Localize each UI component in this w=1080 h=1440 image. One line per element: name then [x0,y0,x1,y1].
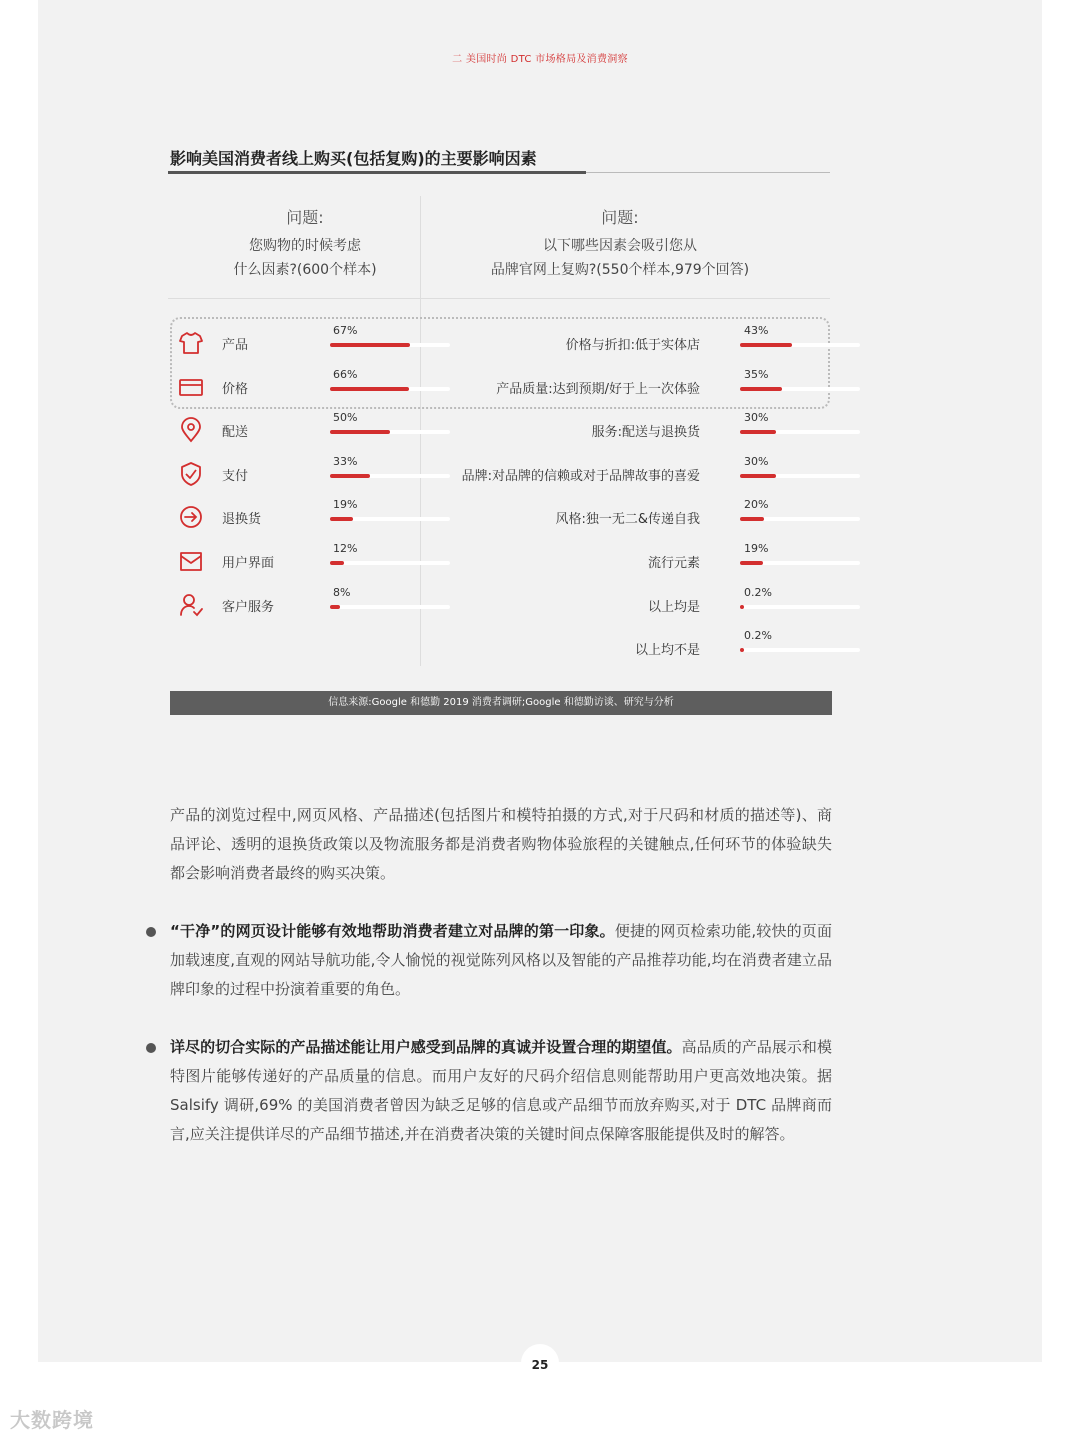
left-bar [330,387,409,391]
left-factor-row [178,449,418,493]
left-factor-value: 12% [333,542,358,555]
page-number: 25 [531,1358,549,1372]
left-factor-value: 19% [333,498,358,512]
right-factor-label: 以上均不是 [634,643,700,659]
right-question [440,206,800,282]
right-factor-value: 19% [744,542,769,555]
bullet-1-lead: “干净”的网页设计能够有效地帮助消费者建立对品牌的第一印象。 [170,922,615,940]
left-factor-row [178,362,418,406]
left-factor-label: 用户界面 [222,556,275,571]
right-factor-value: 43% [744,324,769,337]
left-bar [330,430,390,434]
bullet-paragraph-2 [170,1033,832,1149]
right-factor-row [430,318,830,362]
header-divider [168,298,830,299]
mail-icon [178,548,204,574]
right-bar-track [740,343,860,347]
right-factor-label: 品牌:对品牌的信赖或对于品牌故事的喜爱 [461,468,700,484]
right-factor-value: 0.2% [744,585,772,599]
bullet-paragraph-1 [170,917,832,1004]
source-note: 信息来源:Google 和德勤 2019 消费者调研;Google 和德勤访谈、研究与分析 [170,691,832,715]
left-question-label: 问题: [286,208,324,227]
page-sheet [38,0,1042,1362]
right-factor-row [430,449,830,493]
left-factor-value: 33% [333,454,358,468]
left-factor-label: 产品 [222,338,249,353]
right-factor-value: 30% [744,411,769,425]
card-icon [178,374,204,400]
right-factor-row [430,405,830,449]
left-factor-row [178,405,418,449]
right-factor-label: 以上均是 [647,599,700,615]
right-bar [740,561,763,565]
left-factor-row [178,580,418,624]
left-bar [330,474,370,478]
left-bar [330,561,344,565]
right-factor-label: 价格与折扣:低于实体店 [565,338,700,353]
right-bar-track [740,561,860,565]
right-bar [740,430,776,434]
right-factor-row [430,536,830,580]
left-bar [330,605,340,609]
right-factor-value: 20% [744,498,769,512]
right-factor-row [430,623,830,667]
right-factor-row [430,362,830,406]
chart-title: 影响美国消费者线上购买(包括复购)的主要影响因素 [170,149,537,168]
right-factor-label: 流行元素 [647,556,700,571]
right-question-line2: 品牌官网上复购?(550个样本,979个回答) [490,262,750,278]
bullet-2-lead: 详尽的切合实际的产品描述能让用户感受到品牌的真诚并设置合理的期望值。 [170,1038,682,1056]
right-factor-label: 产品质量:达到预期/好于上一次体验 [496,381,700,397]
watermark-logo: 大数跨境 [10,1408,94,1432]
right-factor-label: 风格:独一无二&传递自我 [555,512,700,528]
location-pin-icon [178,417,204,443]
right-question-line1: 以下哪些因素会吸引您从 [543,238,697,254]
left-factor-label: 支付 [222,468,249,484]
right-bar [740,474,776,478]
right-bar [740,648,744,652]
right-bar [740,605,744,609]
bullet-1-text: 便捷的网页检索功能,较快的页面加载速度,直观的网站导航功能,令人愉悦的视觉陈列风格以及智能的产品推荐功能,均在消费者建立品牌印象的过程中扮演着重要的角色。 [170,922,832,998]
right-bar-track [740,430,860,434]
left-question [180,206,430,282]
user-icon [178,592,204,618]
right-bar-track [740,648,860,652]
left-factor-row [178,536,418,580]
right-bar-track [740,517,860,521]
right-factor-label: 服务:配送与退换货 [591,425,700,441]
right-factor-row [430,580,830,624]
left-factor-row [178,318,418,362]
right-factor-value: 30% [744,454,769,468]
left-factor-label: 客户服务 [222,599,275,615]
left-factor-label: 退换货 [222,512,262,528]
left-factor-value: 8% [333,585,351,599]
left-factor-row [178,492,418,536]
right-bar [740,343,792,347]
left-factor-value: 67% [333,324,358,337]
bullet-dot [146,927,156,937]
left-factor-value: 50% [333,411,358,425]
return-arrow-icon [178,504,204,530]
body-paragraph: 产品的浏览过程中,网页风格、产品描述(包括图片和模特拍摄的方式,对于尺码和材质的描述等)、商品评论、透明的退换货政策以及物流服务都是消费者购物体验旅程的关键触点,任何环节的体验缺失都会影响消费者最终的购买决策。 [170,806,832,882]
left-factor-label: 价格 [222,381,249,397]
left-factor-label: 配送 [222,425,249,441]
right-factor-row [430,492,830,536]
bullet-dot [146,1043,156,1053]
left-bar [330,517,353,521]
left-bar [330,343,410,347]
right-bar-track [740,474,860,478]
right-bar [740,387,782,391]
right-bar [740,517,764,521]
right-factor-value: 0.2% [744,629,772,643]
right-bar-track [740,605,860,609]
left-question-line2: 什么因素?(600个样本) [233,262,377,278]
title-rule-accent [168,171,586,174]
section-header: 二 美国时尚 DTC 市场格局及消费洞察 [38,50,1042,65]
right-question-label: 问题: [601,208,639,227]
left-factor-value: 66% [333,367,358,381]
right-factor-value: 35% [744,367,769,381]
right-bar-track [740,387,860,391]
left-question-line1: 您购物的时候考虑 [249,238,361,254]
bullet-2-text: 高品质的产品展示和模特图片能够传递好的产品质量的信息。而用户友好的尺码介绍信息则能帮助用户更高效地决策。据 Salsify 调研,69% 的美国消费者曾因为缺乏足够的信息或产品细节而放弃购买,对于 DTC 品牌商而言,应关注提供详尽的产品细节描述,并在消费者决策的关键时间点保障客服能提供及时的解答。 [170,1038,832,1143]
shield-check-icon [178,461,204,487]
shirt-icon [178,330,204,356]
